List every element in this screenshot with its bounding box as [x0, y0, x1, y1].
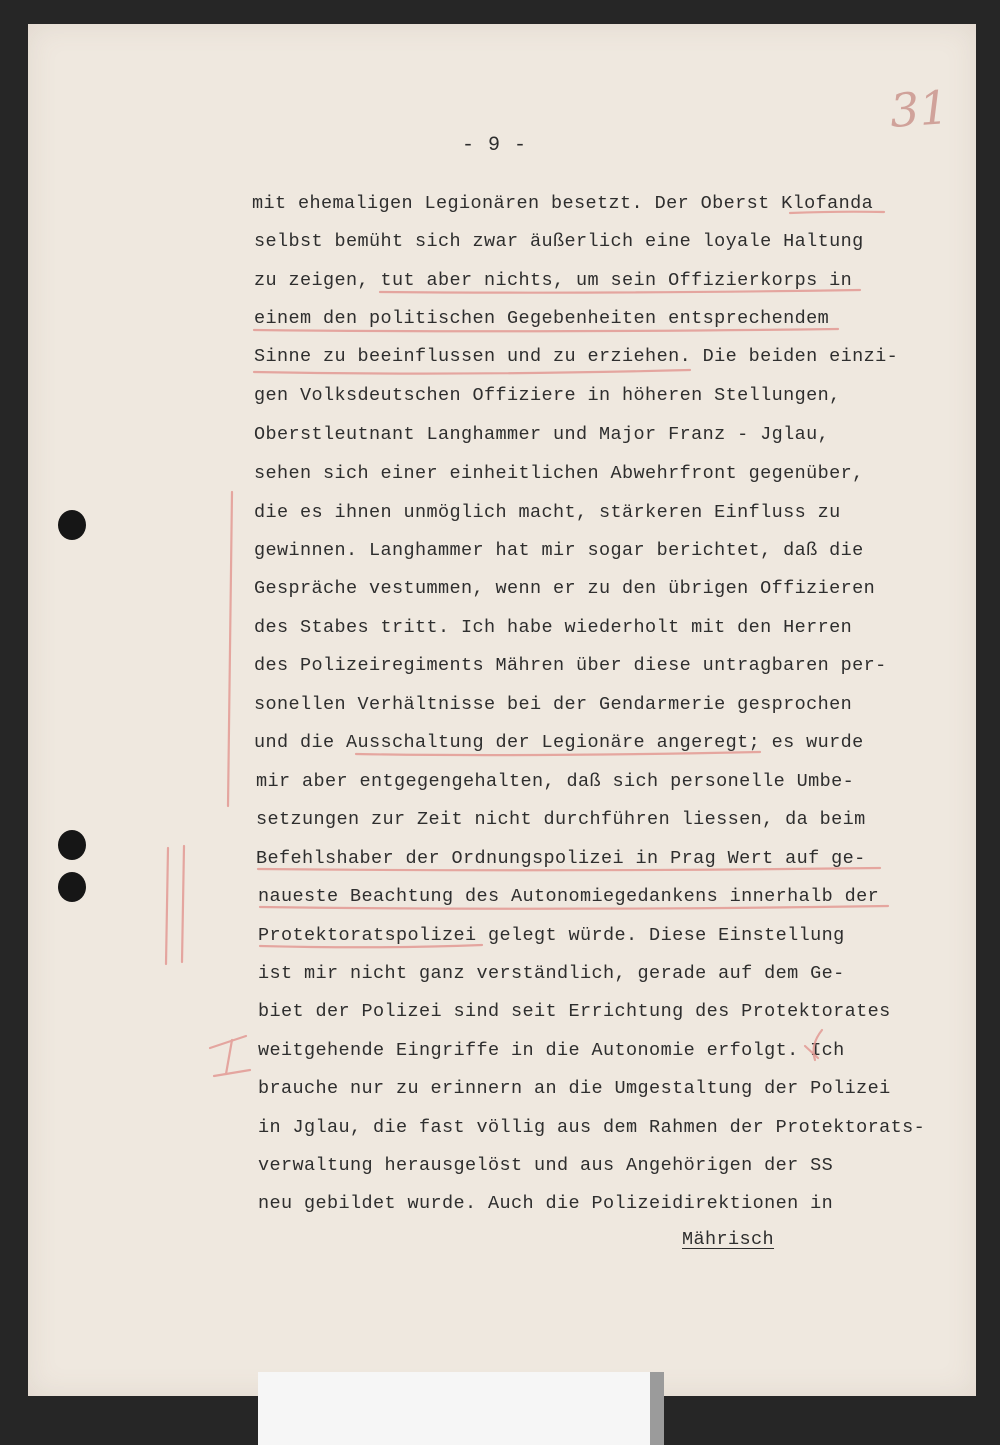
- text-line: Protektoratspolizei gelegt würde. Diese Einstellung: [258, 925, 845, 946]
- text-line: des Polizeiregiments Mähren über diese untragbaren per-: [254, 655, 887, 676]
- pencil-underline: [790, 212, 884, 213]
- text-line: brauche nur zu erinnern an die Umgestaltung der Polizei: [258, 1078, 891, 1099]
- text-line: Gespräche vestummen, wenn er zu den übrigen Offizieren: [254, 578, 876, 599]
- text-line: gen Volksdeutschen Offiziere in höheren Stellungen,: [254, 385, 841, 406]
- text-line: Befehlshaber der Ordnungspolizei in Prag Wert auf ge-: [256, 848, 866, 869]
- text-line: sonellen Verhältnisse bei der Gendarmerie gesprochen: [254, 694, 853, 715]
- text-line: die es ihnen unmöglich macht, stärkeren Einfluss zu: [254, 502, 841, 523]
- text-line: Oberstleutnant Langhammer und Major Franz - Jglau,: [254, 424, 830, 445]
- pencil-underline: [254, 329, 838, 331]
- text-line: naueste Beachtung des Autonomiegedankens innerhalb der: [258, 886, 880, 907]
- pencil-underline: [356, 752, 760, 755]
- text-line: einem den politischen Gegebenheiten entsprechendem: [254, 308, 830, 329]
- pencil-underline: [260, 906, 888, 909]
- scan-calibration-strip-dark: [650, 1372, 664, 1445]
- text-line: selbst bemüht sich zwar äußerlich eine loyale Haltung: [254, 231, 864, 252]
- text-line: verwaltung herausgelöst und aus Angehörigen der SS: [258, 1155, 834, 1176]
- folio-number: 31: [888, 80, 951, 138]
- text-line: biet der Polizei sind seit Errichtung des Protektorates: [258, 1001, 891, 1022]
- text-line: setzungen zur Zeit nicht durchführen liessen, da beim: [256, 809, 866, 830]
- text-line: mir aber entgegengehalten, daß sich personelle Umbe-: [256, 771, 855, 792]
- text-line: des Stabes tritt. Ich habe wiederholt mit den Herren: [254, 617, 853, 638]
- text-line: ist mir nicht ganz verständlich, gerade auf dem Ge-: [258, 963, 845, 984]
- pencil-underline: [258, 868, 880, 870]
- catchword: Mährisch: [682, 1229, 775, 1250]
- text-line: in Jglau, die fast völlig aus dem Rahmen der Protektorats-: [258, 1117, 926, 1138]
- pencil-margin-line: [182, 846, 184, 962]
- pencil-margin-line: [166, 848, 168, 964]
- pencil-underline: [254, 370, 690, 374]
- text-line: weitgehende Eingriffe in die Autonomie erfolgt. Ich: [258, 1040, 845, 1061]
- text-line: zu zeigen, tut aber nichts, um sein Offizierkorps in: [254, 270, 853, 291]
- text-line: sehen sich einer einheitlichen Abwehrfront gegenüber,: [254, 463, 864, 484]
- text-line: und die Ausschaltung der Legionäre angeregt; es wurde: [254, 732, 864, 753]
- text-line: mit ehemaligen Legionären besetzt. Der Oberst Klofanda: [252, 193, 874, 214]
- text-line: gewinnen. Langhammer hat mir sogar berichtet, daß die: [254, 540, 864, 561]
- text-line: Sinne zu beeinflussen und zu erziehen. Die beiden einzi-: [254, 346, 899, 367]
- pencil-underline: [380, 290, 860, 293]
- scan-calibration-strip: [258, 1372, 664, 1445]
- pencil-margin-line: [228, 492, 232, 806]
- text-line: neu gebildet wurde. Auch die Polizeidirektionen in: [258, 1193, 834, 1214]
- pencil-mark: [214, 1070, 250, 1076]
- pencil-mark: [226, 1040, 232, 1074]
- page-number: - 9 -: [462, 134, 528, 157]
- pencil-underline: [260, 945, 482, 947]
- pencil-mark: [210, 1036, 246, 1048]
